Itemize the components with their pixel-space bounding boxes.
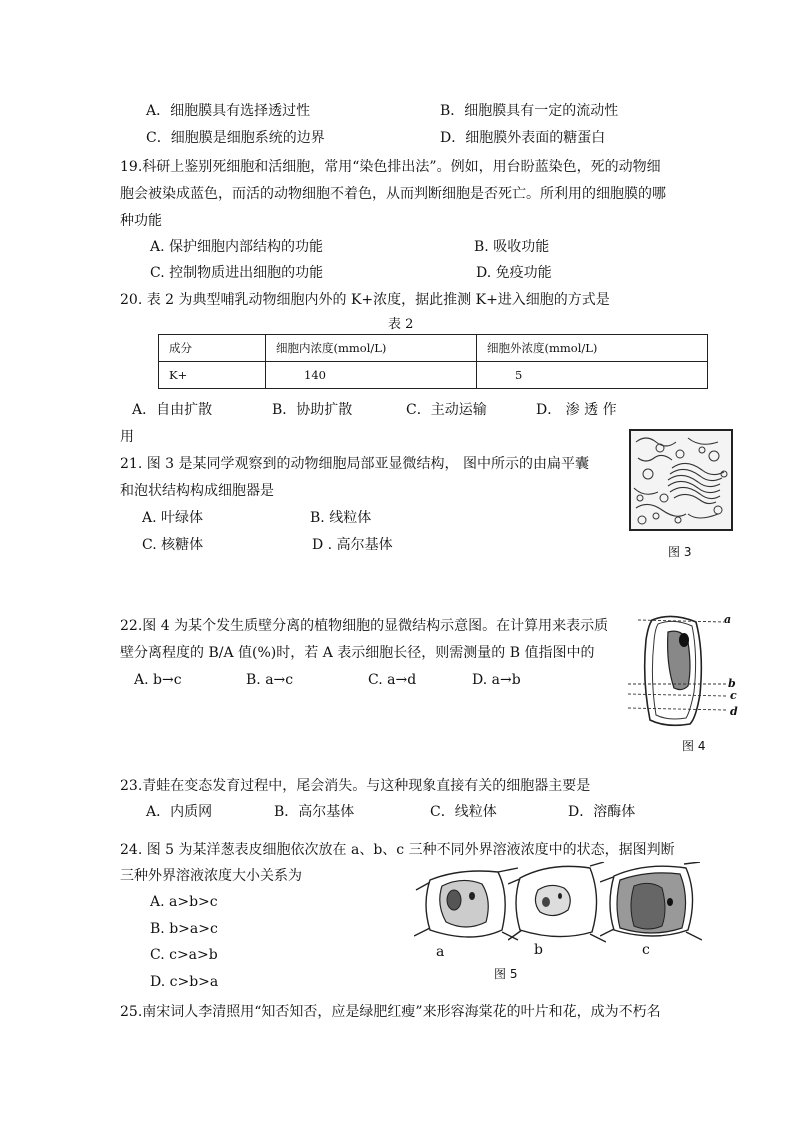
q21-option-a: A. 叶绿体 [142, 510, 204, 526]
q22-option-c: C. a→d [368, 672, 417, 688]
figure-5-label-a: a [436, 944, 445, 960]
q20-option-c: C．主动运输 [406, 402, 487, 418]
q19-option-b: B. 吸收功能 [474, 239, 550, 255]
q20-option-b: B．协助扩散 [272, 402, 353, 418]
q18-option-b: B．细胞膜具有一定的流动性 [440, 103, 619, 119]
figure-5-caption: 图 5 [494, 967, 518, 981]
figure-3-caption: 图 3 [668, 545, 692, 559]
table-header-cell: 细胞内浓度(mmol/L) [266, 335, 477, 362]
q21-option-d: D . 高尔基体 [312, 537, 393, 553]
q19-stem-line1: 19.科研上鉴别死细胞和活细胞，常用“染色排出法”。例如，用台盼蓝染色，死的动物细 [120, 159, 661, 175]
q19-stem-line2: 胞会被染成蓝色，而活的动物细胞不着色，从而判断细胞是否死亡。所利用的细胞膜的哪 [120, 186, 666, 202]
q21-stem-line1: 21. 图 3 是某同学观察到的动物细胞局部亚显微结构， 图中所示的由扁平囊 [120, 456, 589, 472]
q23-stem: 23.青蛙在变态发育过程中，尾会消失。与这种现象直接有关的细胞器主要是 [120, 778, 591, 794]
q22-option-d: D. a→b [472, 672, 521, 688]
q20-stem: 20. 表 2 为典型哺乳动物细胞内外的 K+浓度，据此推测 K+进入细胞的方式是 [120, 292, 610, 308]
k-concentration-table [158, 334, 708, 389]
q21-stem-line2: 和泡状结构构成细胞器是 [120, 483, 274, 499]
table-cell: 5 [477, 362, 708, 389]
q24-stem-line1: 24. 图 5 为某洋葱表皮细胞依次放在 a、b、c 三种不同外界溶液浓度中的状态，据图判断 [120, 842, 675, 858]
figure-5-label-b: b [534, 942, 543, 958]
table-header-cell: 成分 [159, 335, 266, 362]
figure-4-caption: 图 4 [682, 739, 706, 753]
q19-option-c: C. 控制物质进出细胞的功能 [150, 265, 324, 281]
q25-stem-line1: 25.南宋词人李清照用“知否知否，应是绿肥红瘦”来形容海棠花的叶片和花，成为不朽名 [120, 1004, 661, 1020]
q19-stem-line3: 种功能 [120, 213, 162, 229]
q21-option-c: C. 核糖体 [142, 537, 204, 553]
onion-cell-b-figure [508, 862, 606, 948]
q20-option-a: A．自由扩散 [132, 402, 213, 418]
figure-4-label-d: d [730, 705, 738, 718]
q18-option-d: D．细胞膜外表面的糖蛋白 [440, 130, 606, 146]
table-header-cell: 细胞外浓度(mmol/L) [477, 335, 708, 362]
q19-option-a: A. 保护细胞内部结构的功能 [150, 239, 324, 255]
q18-option-a: A．细胞膜具有选择透过性 [146, 103, 311, 119]
q23-option-d: D．溶酶体 [568, 804, 636, 820]
q24-option-b: B. b>a>c [150, 921, 218, 937]
onion-cell-c-figure [600, 862, 702, 948]
q23-option-a: A．内质网 [146, 804, 213, 820]
golgi-micrograph-figure [628, 428, 734, 532]
figure-4-label-c: c [730, 689, 737, 702]
table-2-title: 表 2 [388, 317, 414, 332]
q20-option-d: D． 渗 透 作 [536, 402, 617, 418]
q22-option-a: A. b→c [134, 672, 182, 688]
table-cell: K+ [159, 362, 266, 389]
onion-cell-a-figure [414, 866, 520, 948]
table-cell: 140 [266, 362, 477, 389]
q22-option-b: B. a→c [246, 672, 294, 688]
q24-stem-line2: 三种外界溶液浓度大小关系为 [120, 868, 302, 884]
figure-4-label-b: b [728, 677, 736, 690]
q20-option-d-wrap: 用 [120, 429, 134, 445]
figure-5-label-c: c [642, 942, 650, 958]
table-header-row [159, 335, 708, 362]
q22-stem-line1: 22.图 4 为某个发生质壁分离的植物细胞的显微结构示意图。在计算用来表示质 [120, 618, 609, 634]
q18-option-c: C．细胞膜是细胞系统的边界 [146, 130, 325, 146]
figure-4-label-a: a [724, 613, 732, 626]
q21-option-b: B. 线粒体 [310, 510, 372, 526]
q23-option-c: C．线粒体 [430, 804, 497, 820]
table-row [159, 362, 708, 389]
q19-option-d: D. 免疫功能 [476, 265, 552, 281]
q24-option-a: A. a>b>c [150, 894, 218, 910]
q24-option-d: D. c>b>a [150, 974, 219, 990]
q22-stem-line2: 壁分离程度的 B/A 值(%)时，若 A 表示细胞长径，则需测量的 B 值指图中的 [120, 645, 595, 661]
q23-option-b: B．高尔基体 [274, 804, 355, 820]
q24-option-c: C. c>a>b [150, 947, 218, 963]
